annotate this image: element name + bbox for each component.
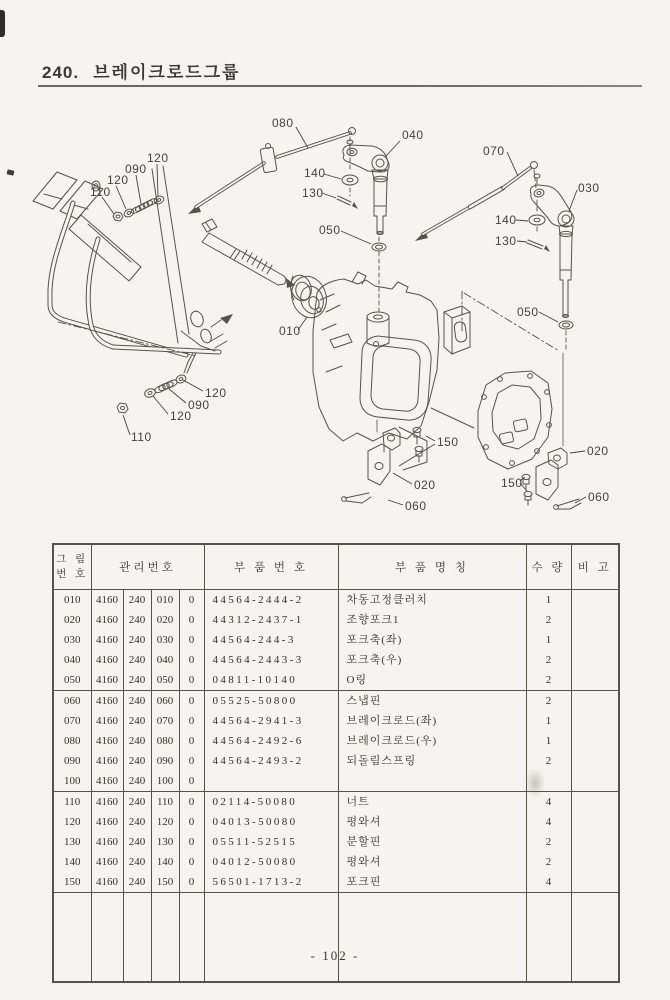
part-callout-150: 150 [501, 476, 523, 490]
cell-mgmt-1: 4160 [91, 650, 123, 670]
cell-mgmt-4: 0 [179, 832, 204, 852]
part-callout-110: 110 [131, 430, 152, 444]
callout-leader-120 [183, 380, 203, 391]
cell-part-name: 포크핀 [338, 872, 526, 893]
callout-leader-020 [393, 473, 412, 484]
cell-qty: 2 [526, 670, 571, 691]
cell-mgmt-3: 010 [151, 590, 179, 611]
cell-remarks [571, 670, 619, 691]
cell-mgmt-3: 090 [151, 751, 179, 771]
cell-mgmt-3 [151, 893, 179, 983]
cell-mgmt-2: 240 [123, 590, 151, 611]
parts-table [52, 543, 620, 983]
cell-mgmt-4: 0 [179, 812, 204, 832]
part-callout-030: 030 [578, 181, 600, 195]
cell-part-name: 포크축(우) [338, 650, 526, 670]
cell-mgmt-4: 0 [179, 590, 204, 611]
part-callout-120: 120 [170, 409, 192, 423]
cell-mgmt-1: 4160 [91, 711, 123, 731]
cell-fig-no: 130 [53, 832, 91, 852]
cell-qty: 2 [526, 650, 571, 670]
cell-mgmt-2: 240 [123, 650, 151, 670]
cell-fig-no: 040 [53, 650, 91, 670]
cell-fig-no: 020 [53, 610, 91, 630]
cell-mgmt-3: 080 [151, 731, 179, 751]
section-number: 240. [42, 63, 80, 82]
return-spring-set-upper [113, 195, 165, 221]
cell-mgmt-2: 240 [123, 872, 151, 893]
cell-part-name: 분할핀 [338, 832, 526, 852]
cell-remarks [571, 650, 619, 670]
table-row [53, 610, 619, 630]
cell-part-name: 차동고정클러치 [338, 590, 526, 611]
cell-mgmt-1: 4160 [91, 872, 123, 893]
cell-part-name: 너트 [338, 792, 526, 813]
cell-mgmt-3: 130 [151, 832, 179, 852]
part-callout-120: 120 [107, 173, 129, 187]
cell-part-name: 조향포크1 [338, 610, 526, 630]
cell-part-name: 되돌림스프링 [338, 751, 526, 771]
cell-mgmt-2: 240 [123, 731, 151, 751]
part-callout-020: 020 [587, 444, 609, 458]
part-callout-090: 090 [188, 398, 210, 412]
fork-bracket-right [522, 448, 581, 509]
part-callout-080: 080 [272, 116, 294, 130]
cell-part-name: 스냅핀 [338, 691, 526, 712]
part-callout-120: 120 [147, 151, 169, 165]
cell-mgmt-3: 060 [151, 691, 179, 712]
cell-mgmt-1: 4160 [91, 832, 123, 852]
cell-part-no: 05525-50800 [204, 691, 338, 712]
clutch-hub-010 [286, 272, 331, 322]
cell-mgmt-1: 4160 [91, 771, 123, 792]
cell-part-no: 04013-50080 [204, 812, 338, 832]
cell-part-no: 56501-1713-2 [204, 872, 338, 893]
table-row [53, 650, 619, 670]
callout-leader-080 [296, 127, 308, 148]
cell-mgmt-1: 4160 [91, 812, 123, 832]
cell-qty: 2 [526, 852, 571, 872]
cell-part-no: 44564-2493-2 [204, 751, 338, 771]
part-callout-120: 120 [205, 386, 227, 400]
cell-part-name: 평와셔 [338, 852, 526, 872]
callout-leader-140 [516, 220, 528, 221]
cell-qty: 2 [526, 610, 571, 630]
cell-remarks [571, 630, 619, 650]
table-row [53, 872, 619, 893]
cell-mgmt-2: 240 [123, 812, 151, 832]
cell-part-no [204, 771, 338, 792]
part-callout-050: 050 [319, 223, 341, 237]
cell-mgmt-4: 0 [179, 852, 204, 872]
cell-fig-no: 120 [53, 812, 91, 832]
cell-mgmt-3: 140 [151, 852, 179, 872]
part-callout-050: 050 [517, 305, 539, 319]
cell-remarks [571, 751, 619, 771]
col-header-qty: 수 량 [526, 544, 571, 590]
cell-mgmt-3: 150 [151, 872, 179, 893]
cell-mgmt-4: 0 [179, 771, 204, 792]
part-callout-090: 090 [125, 162, 147, 176]
cell-mgmt-3: 030 [151, 630, 179, 650]
cell-part-no: 04811-10140 [204, 670, 338, 691]
cell-mgmt-2: 240 [123, 691, 151, 712]
cell-remarks [571, 852, 619, 872]
cell-mgmt-1: 4160 [91, 590, 123, 611]
cell-qty: 4 [526, 872, 571, 893]
cell-part-no: 44564-2444-2 [204, 590, 338, 611]
cell-part-no: 05511-52515 [204, 832, 338, 852]
cell-fig-no: 050 [53, 670, 91, 691]
cell-mgmt-4: 0 [179, 670, 204, 691]
col-header-remarks: 비 고 [571, 544, 619, 590]
diagram-labels [90, 116, 610, 513]
table-empty-section [53, 893, 619, 983]
cell-qty: 1 [526, 590, 571, 611]
cell-part-no: 44564-2492-6 [204, 731, 338, 751]
table-row [53, 630, 619, 650]
part-callout-130: 130 [495, 234, 517, 248]
cell-mgmt-2: 240 [123, 711, 151, 731]
cell-qty [526, 771, 571, 792]
cell-mgmt-4: 0 [179, 711, 204, 731]
cell-mgmt-1: 4160 [91, 792, 123, 813]
cell-mgmt-4 [179, 893, 204, 983]
cell-mgmt-3: 050 [151, 670, 179, 691]
part-callout-140: 140 [495, 213, 517, 227]
callout-leader-130 [517, 241, 527, 242]
cell-mgmt-3: 100 [151, 771, 179, 792]
cell-qty: 1 [526, 731, 571, 751]
cell-part-name: 포크축(좌) [338, 630, 526, 650]
table-row [53, 691, 619, 712]
part-callout-010: 010 [279, 324, 301, 338]
callout-leader-110 [102, 197, 114, 214]
callout-leader-120 [153, 396, 168, 414]
table-row [53, 832, 619, 852]
cell-mgmt-1: 4160 [91, 852, 123, 872]
callout-leader-120 [157, 164, 158, 196]
cell-qty: 2 [526, 832, 571, 852]
cell-mgmt-3: 020 [151, 610, 179, 630]
cell-qty: 4 [526, 792, 571, 813]
cell-fig-no: 080 [53, 731, 91, 751]
callout-leader-120 [116, 186, 126, 209]
callout-leader-070 [507, 152, 518, 176]
cell-qty: 1 [526, 630, 571, 650]
cell-qty: 2 [526, 751, 571, 771]
callout-leader-020 [570, 451, 585, 453]
cell-remarks [571, 792, 619, 813]
cell-part-name: 평와셔 [338, 812, 526, 832]
part-callout-040: 040 [402, 128, 424, 142]
cell-mgmt-4: 0 [179, 872, 204, 893]
cell-fig-no: 090 [53, 751, 91, 771]
cell-mgmt-4: 0 [179, 630, 204, 650]
part-callout-020: 020 [414, 478, 436, 492]
cell-mgmt-1: 4160 [91, 610, 123, 630]
fork-arm-040 [337, 137, 389, 313]
table-row [53, 893, 619, 983]
table-row [53, 590, 619, 611]
cell-remarks [571, 711, 619, 731]
cell-mgmt-2: 240 [123, 751, 151, 771]
col-header-mgmt-no: 관리번호 [91, 544, 204, 590]
cell-fig-no: 030 [53, 630, 91, 650]
cell-mgmt-1: 4160 [91, 670, 123, 691]
table-row [53, 771, 619, 792]
callout-leader-060 [388, 500, 403, 505]
table-row [53, 792, 619, 813]
callout-leader-150 [426, 436, 435, 441]
callout-leader-090 [169, 389, 186, 403]
table-header-row [53, 544, 619, 590]
cell-mgmt-2: 240 [123, 771, 151, 792]
callout-leader-040 [386, 141, 400, 156]
cell-mgmt-1: 4160 [91, 751, 123, 771]
table-row [53, 731, 619, 751]
cell-fig-no: 140 [53, 852, 91, 872]
cell-part-no: 44564-244-3 [204, 630, 338, 650]
cell-mgmt-1 [91, 893, 123, 983]
col-header-fig-no: 그 림 번 호 [53, 544, 91, 590]
part-callout-110: 110 [90, 185, 111, 199]
cell-fig-no: 070 [53, 711, 91, 731]
cell-mgmt-3: 070 [151, 711, 179, 731]
cell-fig-no: 150 [53, 872, 91, 893]
cell-part-name: 브레이크로드(우) [338, 731, 526, 751]
cell-remarks [571, 731, 619, 751]
cell-part-name [338, 771, 526, 792]
cell-remarks [571, 771, 619, 792]
cell-mgmt-4: 0 [179, 650, 204, 670]
callout-leader-050 [341, 231, 371, 244]
col-header-part-no: 부 품 번 호 [204, 544, 338, 590]
callout-leader-150 [399, 444, 435, 466]
part-callout-150: 150 [437, 435, 459, 449]
cell-part-no [204, 893, 338, 983]
cell-mgmt-1: 4160 [91, 691, 123, 712]
cell-mgmt-1: 4160 [91, 630, 123, 650]
page-number: - 102 - [310, 948, 360, 963]
cell-mgmt-2: 240 [123, 832, 151, 852]
table-row [53, 751, 619, 771]
cell-part-no: 44564-2941-3 [204, 711, 338, 731]
brake-pedal-assembly [33, 166, 233, 373]
part-callout-060: 060 [405, 499, 427, 513]
brake-rod-right [415, 162, 540, 242]
part-callout-130: 130 [302, 186, 324, 200]
cell-remarks [571, 893, 619, 983]
callout-leader-110 [123, 415, 130, 435]
cell-mgmt-4: 0 [179, 751, 204, 771]
cell-fig-no: 060 [53, 691, 91, 712]
callout-leader-130 [322, 193, 336, 198]
cell-fig-no: 100 [53, 771, 91, 792]
cell-mgmt-3: 040 [151, 650, 179, 670]
cell-fig-no: 110 [53, 792, 91, 813]
cell-mgmt-2 [123, 893, 151, 983]
cell-mgmt-2: 240 [123, 670, 151, 691]
cell-qty: 4 [526, 812, 571, 832]
cell-remarks [571, 691, 619, 712]
cell-qty: 1 [526, 711, 571, 731]
cell-part-no: 44564-2443-3 [204, 650, 338, 670]
table-row [53, 711, 619, 731]
cross-shaft [202, 219, 295, 288]
callout-leader-140 [324, 174, 341, 179]
callout-leader-050 [539, 312, 558, 322]
cell-mgmt-2: 240 [123, 630, 151, 650]
cell-mgmt-2: 240 [123, 852, 151, 872]
cell-mgmt-2: 240 [123, 610, 151, 630]
cell-part-no: 04012-50080 [204, 852, 338, 872]
col-header-part-name: 부 품 명 칭 [338, 544, 526, 590]
cell-mgmt-2: 240 [123, 792, 151, 813]
cell-part-no: 02114-50080 [204, 792, 338, 813]
cell-remarks [571, 610, 619, 630]
table-row [53, 670, 619, 691]
cell-fig-no [53, 893, 91, 983]
callout-leader-030 [569, 190, 577, 211]
return-spring-set-lower [117, 353, 193, 413]
cell-remarks [571, 812, 619, 832]
part-callout-070: 070 [483, 144, 505, 158]
cell-remarks [571, 832, 619, 852]
fork-arm-030 [527, 170, 574, 350]
cell-remarks [571, 872, 619, 893]
cell-part-name [338, 893, 526, 983]
section-title: 브레이크로드그룹 [93, 63, 241, 82]
cell-qty [526, 893, 571, 983]
cell-mgmt-3: 120 [151, 812, 179, 832]
callout-leader-090 [136, 175, 141, 204]
table-row [53, 852, 619, 872]
table-row [53, 812, 619, 832]
cell-mgmt-3: 110 [151, 792, 179, 813]
brake-rod-left [188, 128, 356, 215]
cell-part-no: 44312-2437-1 [204, 610, 338, 630]
cell-qty: 2 [526, 691, 571, 712]
cell-remarks [571, 590, 619, 611]
cell-part-name: 브레이크로드(좌) [338, 711, 526, 731]
cell-part-name: O링 [338, 670, 526, 691]
cell-mgmt-4: 0 [179, 792, 204, 813]
cell-mgmt-4: 0 [179, 691, 204, 712]
part-callout-060: 060 [588, 490, 610, 504]
rear-flange-plate [478, 371, 552, 469]
cell-mgmt-4: 0 [179, 610, 204, 630]
cell-fig-no: 010 [53, 590, 91, 611]
cell-mgmt-4: 0 [179, 731, 204, 751]
part-callout-140: 140 [304, 166, 326, 180]
cell-mgmt-1: 4160 [91, 731, 123, 751]
